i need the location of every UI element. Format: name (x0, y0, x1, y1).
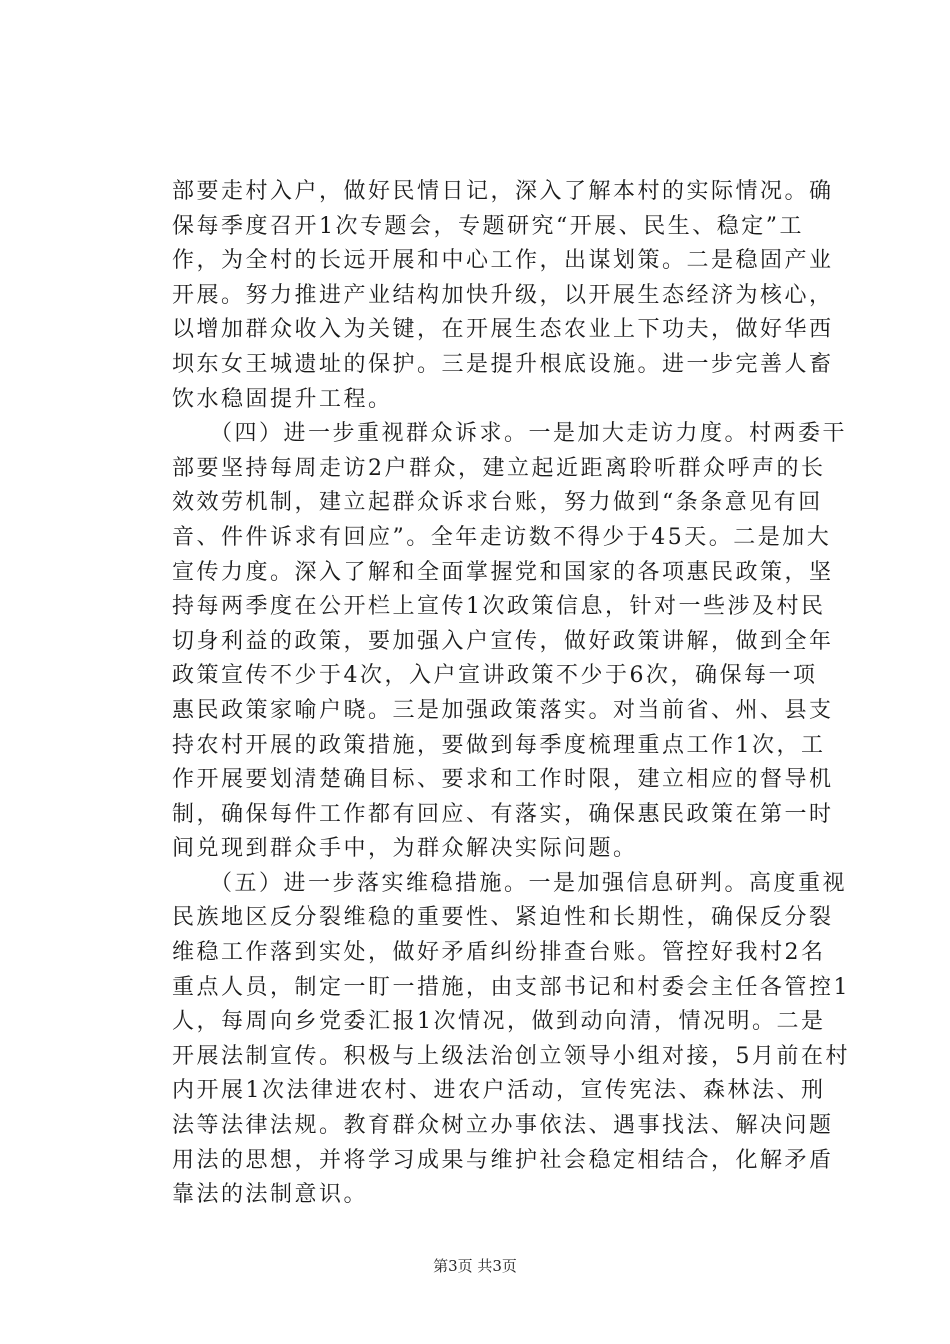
text-line: 部要走村入户，做好民情日记，深入了解本村的实际情况。确 (172, 179, 834, 204)
text-line: 效效劳机制，建立起群众诉求台账，努力做到“条条意见有回 (172, 490, 823, 516)
text-line: 坝东女王城遗址的保护。三是提升根底设施。进一步完善人畜 (172, 351, 834, 377)
text-line: （四）进一步重视群众诉求。一是加大走访力度。村两委干 (172, 421, 848, 447)
text-line: 保每季度召开1次专题会，专题研究“开展、民生、稳定”工 (172, 213, 804, 239)
text-line: 开展。努力推进产业结构加快升级，以开展生态经济为核心， (172, 282, 834, 308)
text-line: 间兑现到群众手中，为群众解决实际问题。 (172, 836, 638, 862)
text-line: 重点人员，制定一盯一措施，由支部书记和村委会主任各管控1 (172, 974, 850, 1000)
text-line: 作，为全村的长远开展和中心工作，出谋划策。二是稳固产业 (172, 248, 834, 274)
page-footer: 第3页 共3页 (433, 1257, 517, 1275)
text-line: 开展法制宣传。积极与上级法治创立领导小组对接，5月前在村 (172, 1043, 850, 1069)
text-line: 切身利益的政策，要加强入户宣传，做好政策讲解，做到全年 (172, 628, 834, 654)
text-line: 饮水稳固提升工程。 (172, 386, 393, 412)
text-line: 靠法的法制意识。 (172, 1182, 369, 1208)
text-line: （五）进一步落实维稳措施。一是加强信息研判。高度重视 (172, 870, 848, 896)
text-line: 惠民政策家喻户晓。三是加强政策落实。对当前省、州、县支 (172, 697, 834, 723)
text-line: 政策宣传不少于4次，入户宣讲政策不少于6次，确保每一项 (172, 663, 818, 689)
text-line: 音、件件诉求有回应”。全年走访数不得少于45天。二是加大 (172, 524, 832, 550)
body-text (172, 175, 850, 1213)
text-line: 部要坚持每周走访2户群众，建立起近距离聆听群众呼声的长 (172, 455, 826, 481)
text-line: 持农村开展的政策措施，要做到每季度梳理重点工作1次，工 (172, 732, 826, 758)
text-line: 法等法律法规。教育群众树立办事依法、遇事找法、解决问题 (172, 1113, 834, 1139)
text-line: 维稳工作落到实处，做好矛盾纠纷排查台账。管控好我村2名 (172, 940, 826, 966)
text-line: 宣传力度。深入了解和全面掌握党和国家的各项惠民政策，坚 (172, 559, 834, 585)
text-line: 用法的思想，并将学习成果与维护社会稳定相结合，化解矛盾 (172, 1147, 834, 1173)
text-line: 内开展1次法律进农村、进农户活动，宣传宪法、森林法、刑 (172, 1078, 826, 1104)
text-line: 人，每周向乡党委汇报1次情况，做到动向清，情况明。二是 (172, 1009, 826, 1035)
text-line: 民族地区反分裂维稳的重要性、紧迫性和长期性，确保反分裂 (172, 905, 834, 931)
text-line: 作开展要划清楚确目标、要求和工作时限，建立相应的督导机 (172, 767, 834, 793)
text-line: 以增加群众收入为关键，在开展生态农业上下功夫，做好华西 (172, 317, 834, 343)
text-line: 制，确保每件工作都有回应、有落实，确保惠民政策在第一时 (172, 801, 834, 827)
text-line: 持每两季度在公开栏上宣传1次政策信息，针对一些涉及村民 (172, 594, 826, 620)
